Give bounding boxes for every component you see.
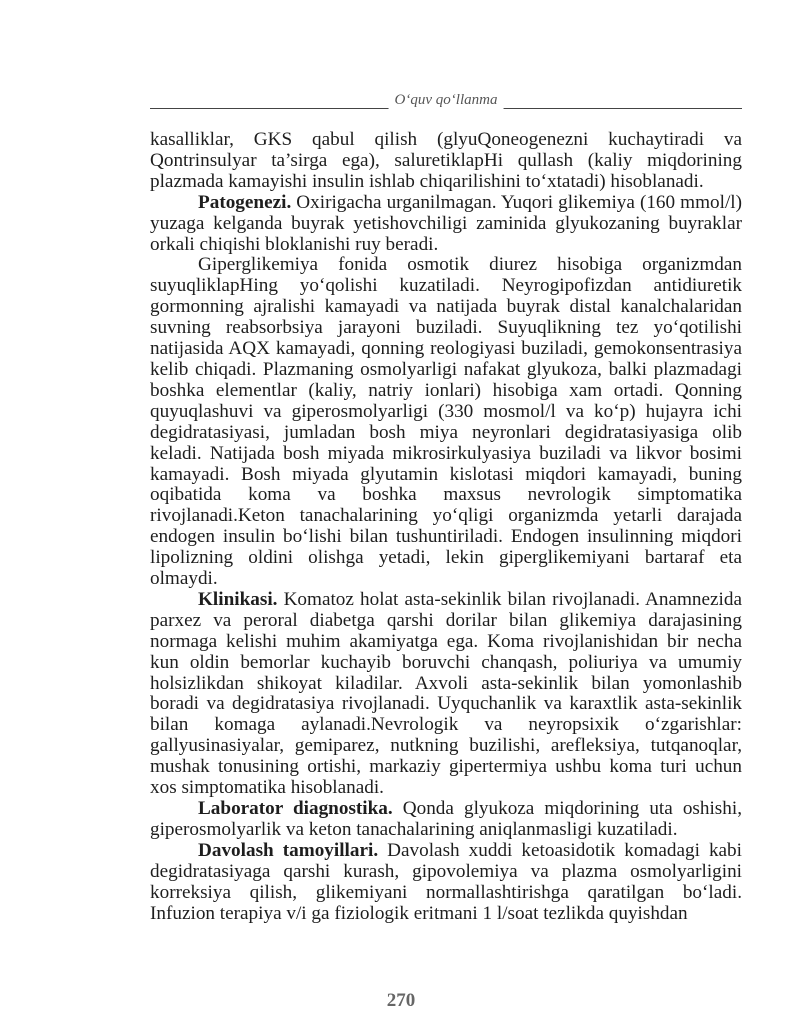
section-heading-clinic: Klinikasi. [198, 588, 278, 610]
section-heading-treatment: Davolash tamoyillari. [198, 839, 379, 861]
paragraph-text: Qonda glyukoza miqdorining uta oshishi, giperosmolyarlik va keton tanachalarining aniqlanmasligi kuzatiladi. [150, 798, 742, 840]
paragraph-continuation: kasalliklar, GKS qabul qilish (glyuQoneogenezni kuchaytiradi va Qontrinsulyar ta’sirga ega), saluretiklapHi qullash (kaliy miqdorining plazmada kamayishi insulin ishlab chiqarilishini to‘xtatadi) hisoblanadi. [150, 129, 742, 192]
paragraph-hyperglycemia: Giperglikemiya fonida osmotik diurez hisobiga organizmdan suyuqliklapHing yo‘qolishi kuzatiladi. Neyrogipofizdan antidiuretik gormonning ajralishi kamayadi va natijada buyrak distal kanalchalaridan suvning reabsorbsiya jarayoni buziladi. Suyuqlikning tez yo‘qotilishi natijasida AQX kamayadi, qonning reologiyasi buziladi, gemokonsentrasiya kelib chiqadi. Plazmaning osmolyarligi nafakat glyukoza, balki plazmadagi boshka elementlar (kaliy, natriy ionlari) hisobiga xam ortadi. Qonning quyuqlashuvi va giperosmolyarligi (330 mosmol/l va ko‘p) hujayra ichi degidratasiyasi, jumladan bosh miya neyronlari degidratasiyasiga olib keladi. Natijada bosh miyada mikrosirkulyasiya buziladi va likvor bosimi kamayadi. Bosh miyada glyutamin kislotasi miqdori kamayadi, buning oqibatida koma va boshka maxsus nevrologik simptomatika rivojlanadi.Keton tanachalarining yo‘qligi organizmda yetarli darajada endogen insulin bo‘lishi bilan tushuntiriladi. Endogen insulinning miqdori lipolizning oldini olishga yetadi, lekin giperglikemiyani bartaraf eta olmaydi. [150, 254, 742, 590]
paragraph-text: Davolash xuddi ketoasidotik komadagi kabi degidratasiyaga qarshi kurash, gipovolemiya va plazma osmolyarligini korreksiya qilish, glikemiyani normallashtirishga qaratilgan bo‘ladi. Infuzion terapiya v/i ga fiziologik eritmani 1 l/soat tezlikda quyishdan [150, 839, 742, 924]
section-heading-pathogenesis: Patogenezi. [198, 191, 292, 213]
body-text [150, 130, 742, 924]
paragraph-lab-diagnostics [150, 799, 742, 841]
page-number: 270 [386, 990, 416, 1011]
running-header [150, 92, 742, 114]
section-heading-lab-diagnostics: Laborator diagnostika. [198, 798, 393, 819]
paragraph-treatment [150, 841, 742, 925]
paragraph-text: Komatoz holat asta-sekinlik bilan rivojlanadi. Anamnezida parxez va peroral diabetga qarshi dorilar bilan glikemiya darajasining normaga kelishi muhim akamiyatga ega. Koma rivojlanishidan bir necha kun oldin bemorlar kuchayib boruvchi chanqash, poliuriya va umumiy holsizlikdan shikoyat kiladilar. Axvoli asta-sekinlik bilan yomonlashib boradi va degidratasiya rivojlanadi. Uyquchanlik va karaxtlik asta-sekinlik bilan komaga aylanadi.Nevrologik va neyropsixik o‘zgarishlar: gallyusinasiyalar, gemiparez, nutkning buzilishi, arefleksiya, tutqanoqlar, mushak tonusining ortishi, markaziy gipertermiya ushbu koma turi uchun xos simptomatika hisoblanadi. [150, 588, 742, 799]
paragraph-pathogenesis [150, 193, 742, 256]
paragraph-text: Oxirigacha urganilmagan. Yuqori glikemiya (160 mmol/l) yuzaga kelganda buyrak yetishovchiligi zaminida glyukozaning buyraklar orkali chiqishi bloklanishi ruy beradi. [150, 191, 742, 255]
paragraph-clinic [150, 590, 742, 799]
running-title: O‘quv qo‘llanma [389, 92, 504, 109]
